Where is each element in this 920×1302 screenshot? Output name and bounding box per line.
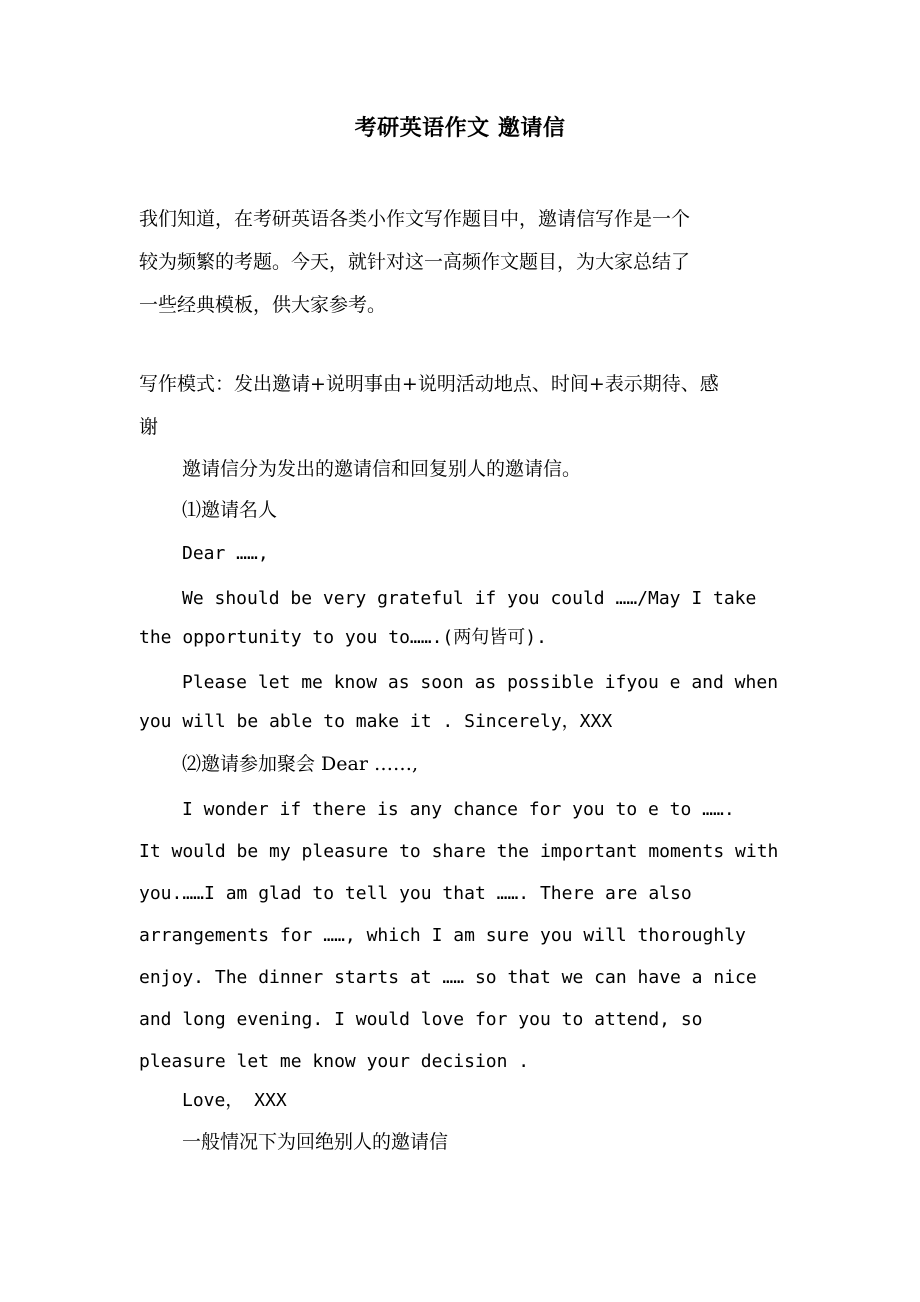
intro-line: 我们知道，在考研英语各类小作文写作题目中，邀请信写作是一个	[139, 208, 691, 230]
section2-body-line: It would be my pleasure to share the important moments with	[139, 841, 779, 862]
section2-heading: ⑵邀请参加聚会 Dear ……,	[182, 753, 419, 775]
section2-body-line: enjoy. The dinner starts at …… so that we can have a nice	[139, 967, 757, 988]
writing-mode-line: 写作模式：发出邀请+说明事由+说明活动地点、时间+表示期待、感	[139, 373, 719, 395]
letter-types-line: 邀请信分为发出的邀请信和回复别人的邀请信。	[182, 458, 582, 480]
page-title: 考研英语作文 邀请信	[354, 115, 566, 141]
section1-paragraph-2	[139, 663, 779, 741]
section2-body	[139, 789, 779, 1083]
section1-p1-line: the opportunity to you to…….(两句皆可).	[139, 627, 547, 648]
section1-salutation: Dear ……,	[182, 543, 269, 564]
section2-body-line: arrangements for ……, which I am sure you will thoroughly	[139, 925, 746, 946]
section1-heading: ⑴邀请名人	[182, 499, 278, 521]
writing-mode-paragraph	[139, 363, 779, 449]
section2-body-line: pleasure let me know your decision .	[139, 1051, 530, 1072]
section1-paragraph-1	[139, 579, 779, 657]
section2-body-line: I wonder if there is any chance for you to e to …….	[182, 799, 735, 820]
intro-line: 较为频繁的考题。今天，就针对这一高频作文题目，为大家总结了	[139, 251, 691, 273]
section2-body-line: you.……I am glad to tell you that ……. There are also	[139, 883, 692, 904]
intro-paragraph	[139, 198, 779, 327]
writing-mode-line: 谢	[139, 416, 159, 438]
decline-heading: 一般情况下为回绝别人的邀请信	[182, 1131, 449, 1153]
section2-closing: Love， XXX	[182, 1090, 287, 1111]
section1-p1-line: We should be very grateful if you could ……/May I take	[182, 588, 757, 609]
section1-p2-line: you will be able to make it . Sincerely，XXX	[139, 711, 613, 732]
intro-line: 一些经典模板，供大家参考。	[139, 294, 387, 316]
section2-body-line: and long evening. I would love for you to attend, so	[139, 1009, 703, 1030]
section1-p2-line: Please let me know as soon as possible ifyou e and when	[182, 672, 779, 693]
